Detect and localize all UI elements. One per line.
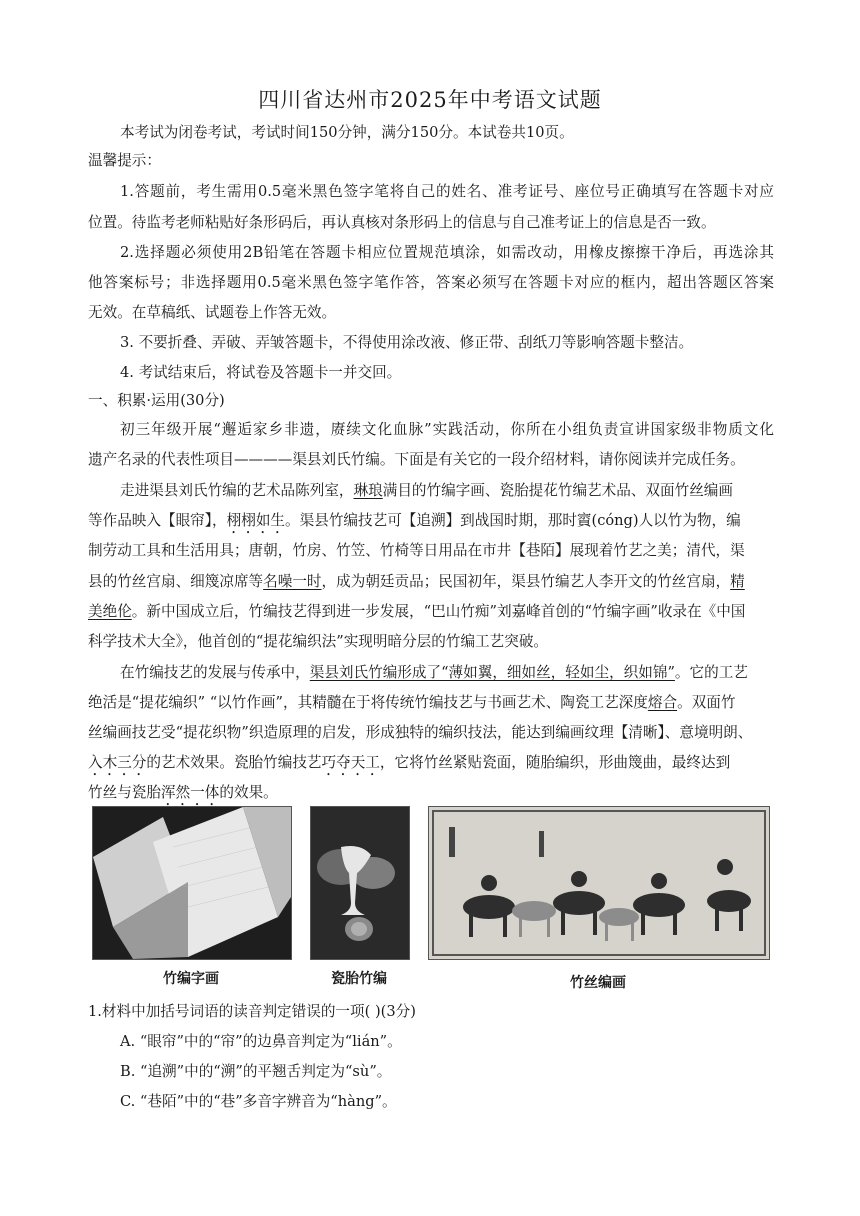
tip-1-line-1: 1.答题前，考生需用0.5毫米黑色签字笔将自己的姓名、准考证号、座位号正确填写在答题卡对应	[120, 183, 774, 200]
paragraph-2-line-4: 县的竹丝宫扇、细篾凉席等名噪一时，成为朝廷贡品；民国初年，渠县竹编艺人李开文的竹丝宫扇，精	[88, 573, 745, 590]
bamboo-calligraphy-photo	[92, 806, 292, 960]
underlined-word: 美绝伦	[88, 603, 132, 620]
tips-heading: 温馨提示：	[88, 152, 161, 169]
paragraph-2-line-6: 科学技术大全》，他首创的“提花编织法”实现明暗分层的竹编工艺突破。	[88, 633, 549, 650]
paragraph-3-line-3: 丝编画技艺受“提花织物”织造原理的启发，形成独特的编织技法，能达到编画纹理【清晰】、意境明朗、	[88, 724, 753, 741]
dotted-word: 入木三分	[88, 754, 147, 771]
paragraph-3-line-2: 绝活是“提花编织” “以竹作画”，其精髓在于将传统竹编技艺与书画艺术、陶瓷工艺深度熔合。双面竹	[88, 694, 736, 711]
tip-3: 3. 不要折叠、弄破、弄皱答题卡，不得使用涂改液、修正带、刮纸刀等影响答题卡整洁。	[120, 334, 694, 351]
tip-2-line-1: 2.选择题必须使用2B铅笔在答题卡相应位置规范填涂，如需改动，用橡皮擦擦干净后，再选涂其	[120, 244, 774, 261]
paragraph-1-line-1: 初三年级开展“邂逅家乡非遗，赓续文化血脉”实践活动，你所在小组负责宣讲国家级非物质文化	[120, 421, 774, 438]
question-1-option-b: B. “追溯”中的“溯”的平翘舌判定为“sù”。	[120, 1063, 392, 1080]
caption-bamboo-silk-painting: 竹丝编画	[570, 975, 626, 991]
bamboo-silk-painting-photo	[428, 806, 770, 960]
underlined-word: 精	[730, 573, 745, 590]
tip-2-line-2: 他答案标号；非选择题用0.5毫米黑色签字笔作答，答案必须写在答题卡对应的框内，超出答题区答案	[88, 274, 774, 291]
paragraph-3-line-5: 竹丝与瓷胎浑然一体的效果。	[88, 784, 278, 801]
paragraph-2-line-3: 制劳动工具和生活用具；唐朝，竹房、竹笠、竹椅等日用品在市井【巷陌】展现着竹艺之美；清代，渠	[88, 542, 745, 559]
underlined-word: 熔合	[647, 694, 678, 711]
paragraph-2-line-2: 等作品映入【眼帘】，栩栩如生。渠县竹编技艺可【追溯】到战国时期，那时賨(cóng)人以竹为物，编	[88, 512, 741, 529]
dotted-word: 栩栩如生	[226, 512, 286, 529]
exam-intro: 本考试为闭卷考试，考试时间150分钟，满分150分。本试卷共10页。	[120, 124, 574, 141]
paragraph-1-line-2: 遗产名录的代表性项目————渠县刘氏竹编。下面是有关它的一段介绍材料，请你阅读并完成任务。	[88, 451, 745, 468]
question-1-option-a: A. “眼帘”中的“帘”的边鼻音判定为“lián”。	[120, 1033, 402, 1050]
question-1-option-c: C. “巷陌”中的“巷”多音字辨音为“hàng”。	[120, 1093, 397, 1110]
paragraph-3-line-4: 入木三分的艺术效果。瓷胎竹编技艺巧夺天工，它将竹丝紧贴瓷面，随胎编织，形曲篾曲，最终达到	[88, 754, 731, 771]
paragraph-2-line-1: 走进渠县刘氏竹编的艺术品陈列室，琳琅满目的竹编字画、瓷胎提花竹编艺术品、双面竹丝编画	[120, 482, 733, 499]
dotted-word: 浑然一体	[160, 784, 220, 801]
dotted-word: 巧夺天工	[321, 754, 380, 771]
question-1-stem: 1.材料中加括号词语的读音判定错误的一项( )(3分)	[88, 1003, 416, 1020]
tip-4: 4. 考试结束后，将试卷及答题卡一并交回。	[120, 364, 402, 381]
caption-porcelain-bamboo: 瓷胎竹编	[331, 971, 387, 987]
paragraph-3-line-1: 在竹编技艺的发展与传承中，渠县刘氏竹编形成了“薄如翼，细如丝，轻如尘，织如锦”。它的工艺	[120, 664, 748, 681]
porcelain-bamboo-photo	[310, 806, 410, 960]
section-heading: 一、积累·运用(30分)	[88, 392, 225, 409]
page-title: 四川省达州市2025年中考语文试题	[258, 88, 602, 112]
tip-2-line-3: 无效。在草稿纸、试题卷上作答无效。	[88, 304, 337, 321]
underlined-sentence: 渠县刘氏竹编形成了“薄如翼，细如丝，轻如尘，织如锦”	[309, 664, 675, 681]
tip-1-line-2: 位置。待监考老师粘贴好条形码后，再认真核对条形码上的信息与自己准考证上的信息是否一致。	[88, 214, 716, 231]
underlined-word: 名噪一时	[263, 573, 322, 590]
caption-bamboo-calligraphy: 竹编字画	[163, 971, 219, 987]
underlined-word: 琳琅	[353, 482, 383, 499]
paragraph-2-line-5: 美绝伦。新中国成立后，竹编技艺得到进一步发展，“巴山竹痴”刘嘉峰首创的“竹编字画”收录在《中国	[88, 603, 746, 620]
